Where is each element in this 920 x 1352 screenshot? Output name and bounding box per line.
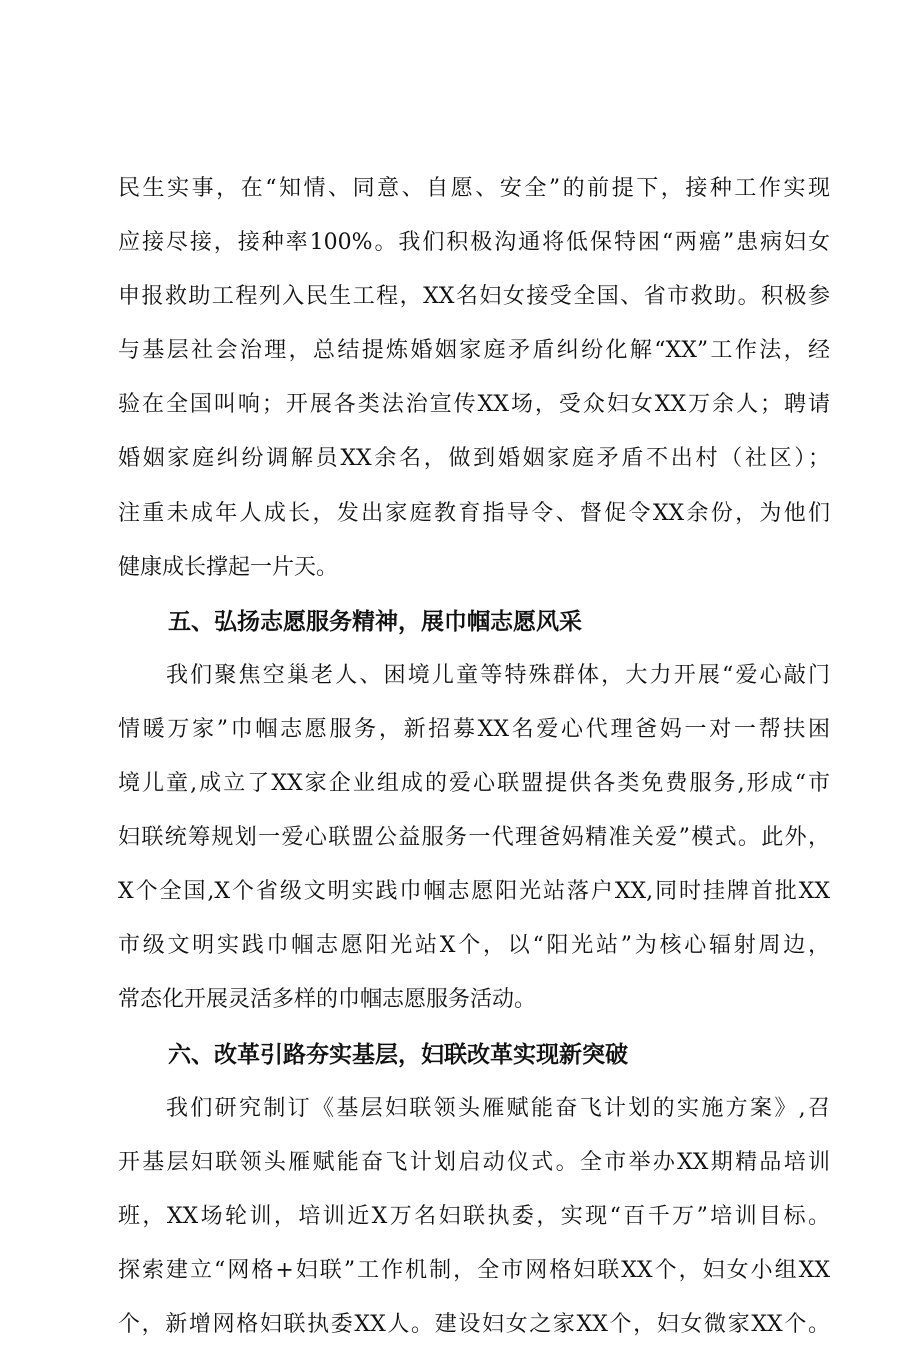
text-line: 验在全国叫响；开展各类法治宣传XX场，受众妇女XX万余人；聘请 <box>118 392 830 418</box>
text-line: 注重未成年人成长，发出家庭教育指导令、督促令XX余份，为他们 <box>118 500 830 526</box>
text-line: 健康成长撑起一片天。 <box>118 554 339 580</box>
section-6-heading: 六、改革引路夯实基层，妇联改革实现新突破 <box>168 1041 628 1068</box>
section-5-paragraph <box>118 649 830 1028</box>
text-line: 情暖万家”巾帼志愿服务，新招募XX名爱心代理爸妈一对一帮扶困 <box>118 716 830 742</box>
text-line: 我们聚焦空巢老人、困境儿童等特殊群体，大力开展“爱心敲门 <box>166 662 830 688</box>
paragraph-1 <box>118 162 830 595</box>
section-6-paragraph <box>118 1082 830 1352</box>
text-line: 与基层社会治理，总结提炼婚姻家庭矛盾纠纷化解“XX”工作法，经 <box>118 338 830 364</box>
text-line: 班，XX场轮训，培训近X万名妇联执委，实现“百千万”培训目标。 <box>118 1203 830 1229</box>
text-line: 开基层妇联领头雁赋能奋飞计划启动仪式。全市举办XX期精品培训 <box>118 1149 830 1175</box>
text-line: 民生实事，在“知情、同意、自愿、安全”的前提下，接种工作实现 <box>118 176 830 201</box>
text-line: 应接尽接，接种率100%。我们积极沟通将低保特困“两癌”患病妇女 <box>118 230 830 256</box>
text-line: 申报救助工程列入民生工程，XX名妇女接受全国、省市救助。积极参 <box>118 284 830 310</box>
text-line: 我们研究制订《基层妇联领头雁赋能奋飞计划的实施方案》,召 <box>166 1095 830 1121</box>
section-5-heading: 五、弘扬志愿服务精神，展巾帼志愿风采 <box>168 608 582 635</box>
document-body <box>118 162 830 1352</box>
text-line: 市级文明实践巾帼志愿阳光站X个，以“阳光站”为核心辐射周边， <box>118 933 830 959</box>
text-line: 婚姻家庭纠纷调解员XX余名，做到婚姻家庭矛盾不出村（社区）； <box>118 446 830 472</box>
text-line: 探索建立“网格+妇联”工作机制，全市网格妇联XX个，妇女小组XX <box>118 1257 830 1283</box>
text-line: 常态化开展灵活多样的巾帼志愿服务活动。 <box>118 987 537 1013</box>
text-line: 境儿童,成立了XX家企业组成的爱心联盟提供各类免费服务,形成“市 <box>118 771 830 797</box>
text-line: X个全国,X个省级文明实践巾帼志愿阳光站落户XX,同时挂牌首批XX <box>118 879 830 905</box>
text-line: 个，新增网格妇联执委XX人。建设妇女之家XX个，妇女微家XX个。 <box>118 1311 830 1337</box>
text-line: 妇联统筹规划一爱心联盟公益服务一代理爸妈精准关爱”模式。此外， <box>118 825 830 851</box>
